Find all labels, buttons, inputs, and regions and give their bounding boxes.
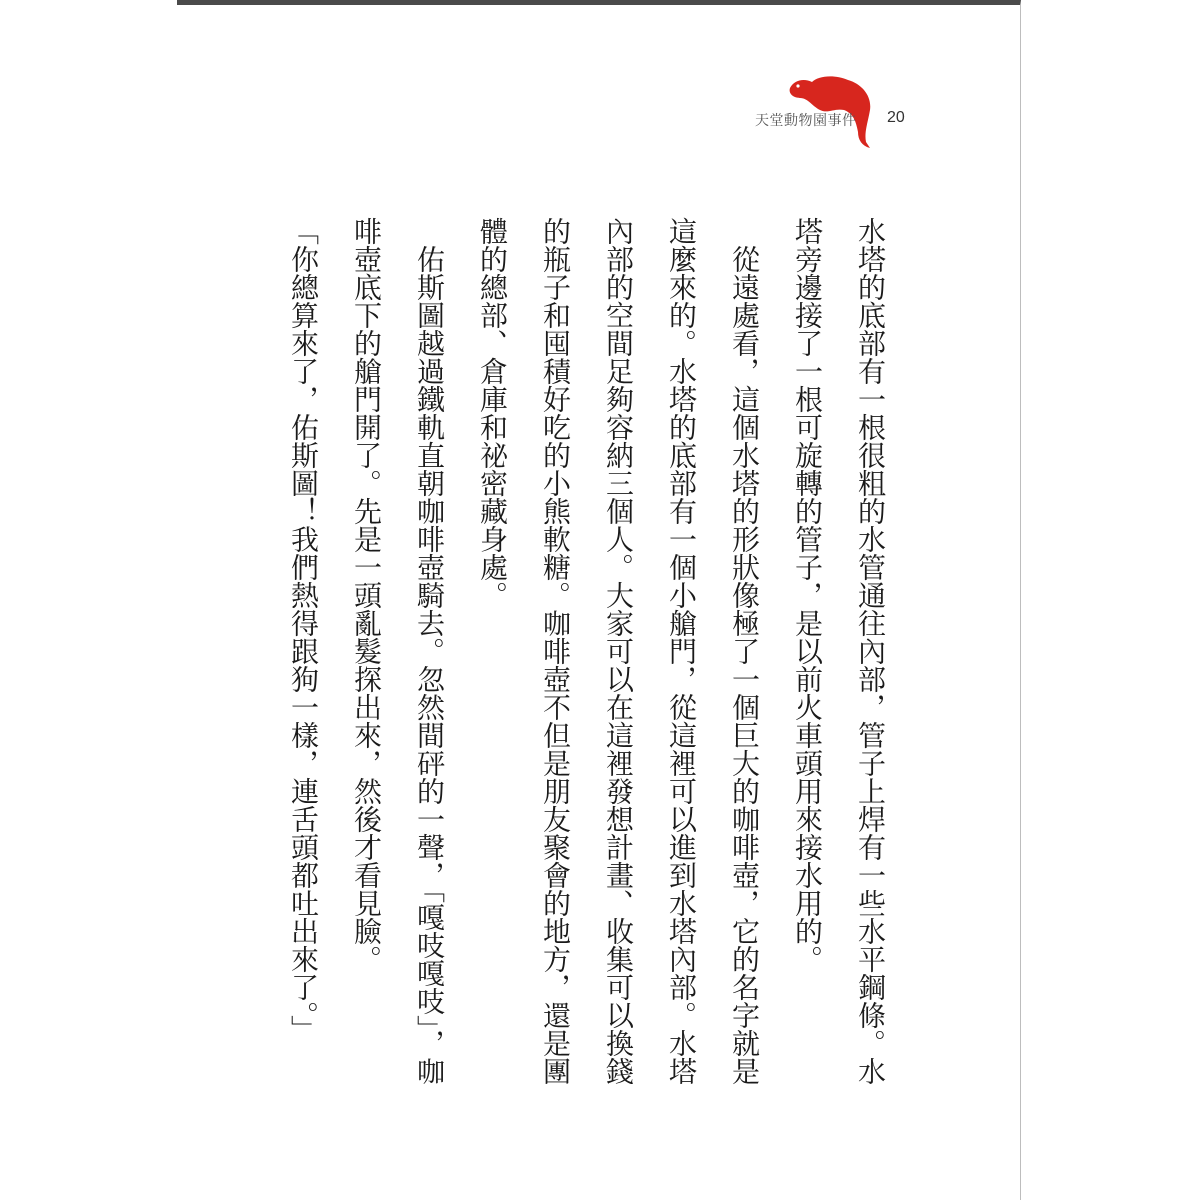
paragraph: 佑斯圖越過鐵軌直朝咖啡壺騎去。忽然間砰的一聲，「嘎吱嘎吱」，咖啡壺底下的艙門開了。先是一頭亂髮探出來，然後才看見臉。 <box>350 217 446 1085</box>
book-title: 天堂動物園事件 <box>755 113 857 129</box>
paragraph: 從遠處看，這個水塔的形狀像極了一個巨大的咖啡壺，它的名字就是這麼來的。水塔的底部有一個小艙門，從這裡可以進到水塔內部。水塔內部的空間足夠容納三個人。大家可以在這裡發想計畫、收集可以換錢的瓶子和囤積好吃的小熊軟糖。咖啡壺不但是朋友聚會的地方，還是團體的總部、倉庫和祕密藏身處。 <box>476 217 761 1085</box>
vertical-text-column <box>287 217 902 1087</box>
body-text <box>287 217 902 1087</box>
page-number: 20 <box>887 109 905 126</box>
paragraph: 水塔的底部有一根很粗的水管通往內部，管子上焊有一些水平鋼條。水塔旁邊接了一根可旋轉的管子，是以前火車頭用來接水用的。 <box>791 217 887 1085</box>
book-page <box>177 0 1021 1200</box>
paragraph: 「你總算來了，佑斯圖！我們熱得跟狗一樣，連舌頭都吐出來了。」 <box>287 217 320 1043</box>
page-header <box>177 5 1021 155</box>
